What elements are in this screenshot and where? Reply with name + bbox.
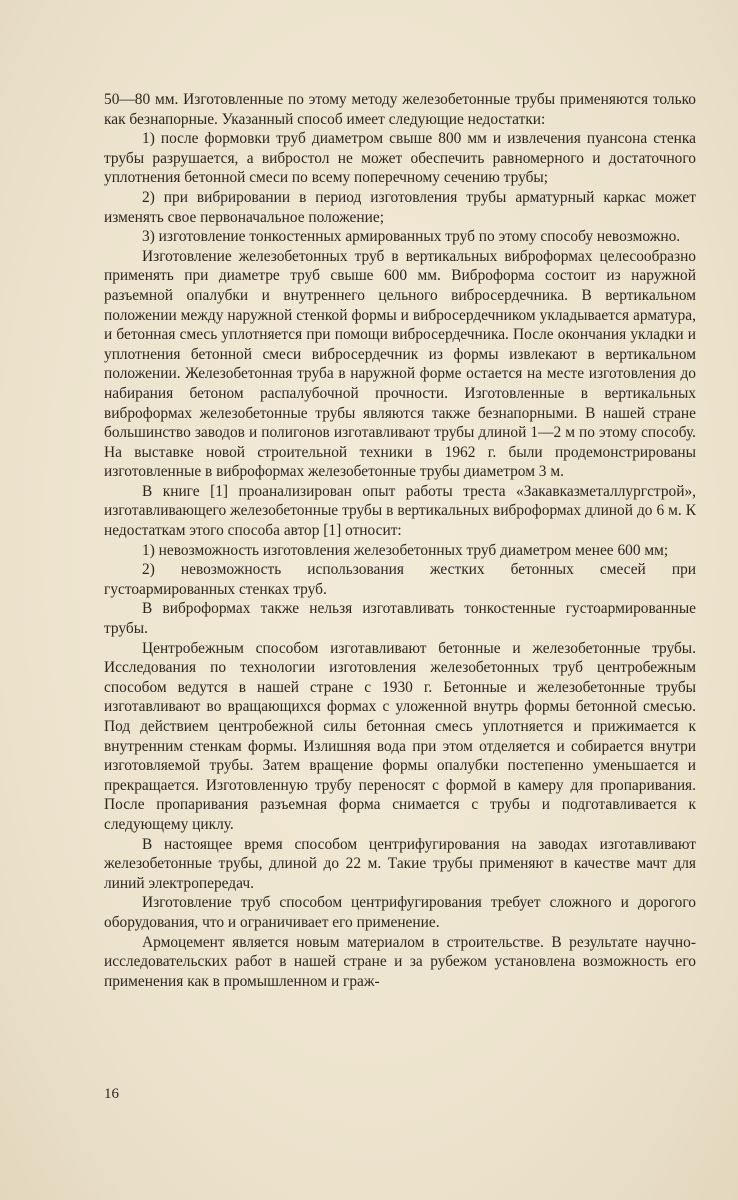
paragraph-book-reference: В книге [1] проанализирован опыт работы треста «Закавказметаллургстрой», изготавливающего железобетонные трубы в вертикальных виброформах длиной до 6 м. К недостаткам этого способа автор [1] относит: xyxy=(104,482,696,540)
list-item-4: 1) невозможность изготовления железобетонных труб диаметром менее 600 мм; xyxy=(142,541,669,559)
paragraph-intro: 50—80 мм. Изготовленные по этому методу железобетонные трубы применяются только как безнапорные. Указанный способ имеет следующие недостатки: xyxy=(104,91,696,128)
list-item-5: 2) невозможность использования жестких бетонных смесей при густоармированных стенках труб. xyxy=(104,561,696,598)
paragraph-thin-walled: В виброформах также нельзя изготавливать тонкостенные густоармированные трубы. xyxy=(104,600,696,638)
page-number: 16 xyxy=(104,1086,119,1102)
body-text xyxy=(104,90,696,991)
list-item-2: 2) при вибрировании в период изготовления трубы арматурный каркас может изменять свое первоначальное положение; xyxy=(104,188,696,226)
list-item-1: 1) после формовки труб диаметром свыше 800 мм и извлечения пуансона стенка трубы разрушается, а вибростол не может обеспечить равномерного и достаточного уплотнения бетонной смеси по всему поперечному сечению трубы; xyxy=(104,130,696,187)
paragraph-armocement: Армоцемент является новым материалом в строительстве. В результате научно-исследовательских работ в нашей стране и за рубежом установлена возможность его применения как в промышленном и граж- xyxy=(104,933,696,990)
paragraph-equipment: Изготовление труб способом центрифугирования требует сложного и дорогого оборудования, что и ограничивает его применение. xyxy=(104,894,696,931)
paragraph-centrifugal: Центробежным способом изготавливают бетонные и железобетонные трубы. Исследования по технологии изготовления железобетонных труб центробежным способом ведутся в нашей стране с 1930 г. Бетонные и железобетонные трубы изготавливают во вращающихся формах с уложенной внутрь формы бетонной смесью. Под действием центробежной силы бетонная смесь уплотняется и прижимается к внутренним стенкам формы. Излишняя вода при этом отделяется и собирается внутри изготовляемой трубы. Затем вращение формы опалубки постепенно уменьшается и прекращается. Изготовленную трубу переносят с формой в камеру для пропаривания. После пропаривания разъемная форма снимается с трубы и подготавливается к следующему циклу. xyxy=(104,639,696,833)
list-item-3: 3) изготовление тонкостенных армированных труб по этому способу невозможно. xyxy=(142,228,681,246)
paragraph-current-time: В настоящее время способом центрифугирования на заводах изготавливают железобетонные трубы, длиной до 22 м. Такие трубы применяют в качестве мачт для линий электропередач. xyxy=(104,835,696,892)
paragraph-vertical-vibroforms: Изготовление железобетонных труб в вертикальных виброформах целесообразно применять при диаметре труб свыше 600 мм. Виброформа состоит из наружной разъемной опалубки и внутреннего цельного вибросердечника. В вертикальном положении между наружной стенкой формы и вибросердечником укладывается арматура, и бетонная смесь уплотняется при помощи вибросердечника. После окончания укладки и уплотнения бетонной смеси вибросердечник из формы извлекают в вертикальном положении. Железобетонная труба в наружной форме остается на месте изготовления до набирания бетоном распалубочной прочности. Изготовленные в вертикальных виброформах железобетонные трубы являются также безнапорными. В нашей стране большинство заводов и полигонов изготавливают трубы длиной 1—2 м по этому способу. На выставке новой строительной техники в 1962 г. были продемонстрированы изготовленные в виброформах железобетонные трубы диаметром 3 м. xyxy=(104,247,696,481)
